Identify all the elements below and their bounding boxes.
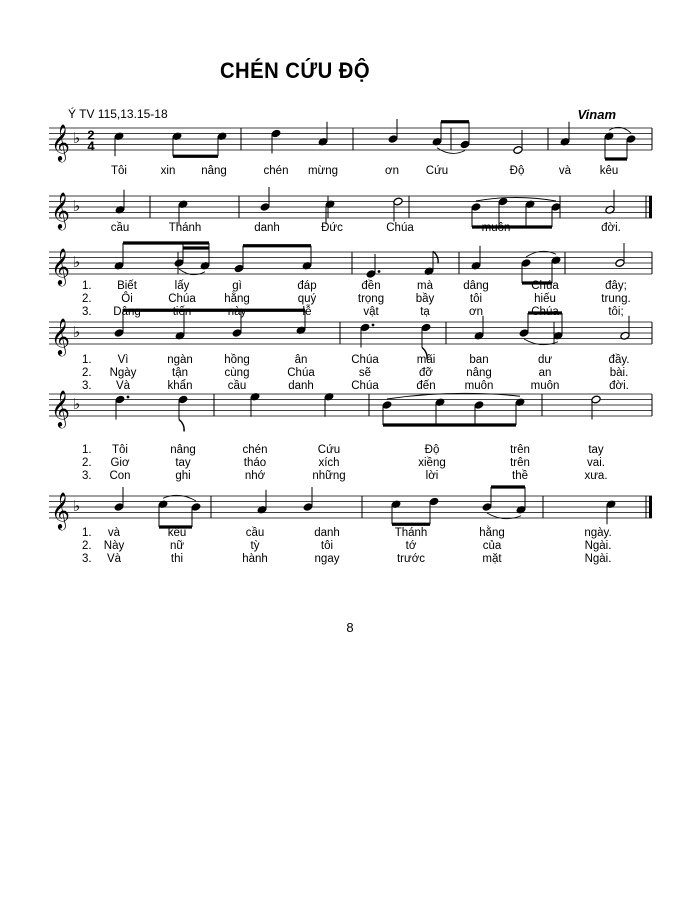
lyric-syllable: tớ <box>405 540 417 552</box>
lyric-syllable: đời. <box>601 222 621 234</box>
song-title: CHÉN CỨU ĐỘ <box>219 58 371 83</box>
lyric-syllable: Ngài. <box>584 540 612 552</box>
lyric-syllable: này <box>227 306 247 318</box>
lyric-syllable: danh <box>288 380 314 392</box>
lyric-syllable: tiến <box>172 306 192 318</box>
lyric-syllable: Cứu <box>425 165 449 177</box>
verse-number: 3. <box>82 470 92 482</box>
treble-clef-icon: 𝄞 <box>51 191 70 229</box>
lyric-syllable: Độ <box>509 165 525 177</box>
lyric-syllable: Chúa <box>351 354 379 366</box>
note-flag <box>179 420 184 432</box>
lyric-syllable: dâng <box>463 280 489 292</box>
flat-key-signature: ♭ <box>73 323 81 341</box>
lyric-syllable: chén <box>242 444 268 456</box>
lyric-syllable: nâng <box>466 367 492 379</box>
lyric-syllable: trước <box>396 553 426 565</box>
lyric-syllable: nâng <box>170 444 196 456</box>
lyric-syllable: đời. <box>609 380 629 392</box>
lyric-syllable: ngàn <box>167 354 193 366</box>
lyric-syllable: Độ <box>424 444 440 456</box>
lyric-syllable: lấy <box>174 280 190 292</box>
lyric-syllable: kêu <box>599 165 619 177</box>
lyric-syllable: tỳ <box>250 540 260 552</box>
lyric-syllable: ngay <box>314 553 340 565</box>
treble-clef-icon: 𝄞 <box>51 491 70 529</box>
verse-number: 3. <box>82 553 92 565</box>
lyric-syllable: muôn <box>481 222 511 234</box>
lyric-syllable: bài. <box>609 367 629 379</box>
flat-key-signature: ♭ <box>73 395 81 413</box>
lyric-syllable: và <box>107 527 121 539</box>
scripture-reference: Ý TV 115,13.15-18 <box>68 107 168 121</box>
lyric-syllable: Cứu <box>317 444 341 456</box>
lyric-syllable: xích <box>318 457 340 469</box>
lyric-syllable: những <box>312 470 346 482</box>
lyric-syllable: tạ <box>420 306 430 318</box>
lyric-syllable: gì <box>232 280 242 292</box>
lyric-syllable: khẩn <box>167 380 193 392</box>
lyric-syllable: ngày. <box>584 527 612 539</box>
lyric-syllable: Và <box>115 380 131 392</box>
verse-number: 1. <box>82 280 92 292</box>
time-signature-top: 2 <box>87 127 95 143</box>
lyric-syllable: đây; <box>605 280 627 292</box>
lyric-syllable: Biết <box>117 280 137 292</box>
augmentation-dot <box>127 396 130 399</box>
lyric-syllable: ban <box>469 354 489 366</box>
lyric-syllable: tận <box>172 367 188 379</box>
lyric-syllable: cầu <box>245 527 265 539</box>
lyric-syllable: ghi <box>175 470 191 482</box>
lyric-syllable: nhớ <box>244 470 266 482</box>
lyric-syllable: đầy. <box>608 354 630 366</box>
verse-number: 3. <box>82 306 92 318</box>
lyric-syllable: Con <box>109 470 131 482</box>
lyric-syllable: tay <box>588 444 604 456</box>
flat-key-signature: ♭ <box>73 253 81 271</box>
lyric-syllable: danh <box>254 222 280 234</box>
lyric-syllable: tôi <box>469 293 483 305</box>
lyric-syllable: hằng <box>479 527 505 539</box>
verse-number: 3. <box>82 380 92 392</box>
flat-key-signature: ♭ <box>73 197 81 215</box>
lyric-syllable: đỡ <box>419 367 433 379</box>
verse-number: 2. <box>82 293 92 305</box>
lyric-syllable: Và <box>106 553 122 565</box>
lyric-syllable: thề <box>512 470 528 482</box>
lyric-syllable: xiềng <box>418 457 446 469</box>
lyric-syllable: an <box>538 367 552 379</box>
lyric-syllable: nữ <box>169 540 185 552</box>
lyric-syllable: Chúa <box>351 380 379 392</box>
lyric-syllable: danh <box>314 527 340 539</box>
composer-name: Vinam <box>577 107 616 122</box>
verse-number: 1. <box>82 444 92 456</box>
lyric-syllable: kêu <box>167 527 187 539</box>
final-barline <box>649 196 652 218</box>
lyric-syllable: tay <box>175 457 191 469</box>
lyric-syllable: ơn <box>469 306 483 318</box>
lyric-syllable: Ôi <box>121 293 133 305</box>
lyric-syllable: vật <box>363 306 379 318</box>
augmentation-dot <box>378 270 381 273</box>
lyric-syllable: cầu <box>110 222 130 234</box>
lyric-syllable: Giơ <box>110 457 130 469</box>
lyric-syllable: hiếu <box>534 293 556 305</box>
lyric-syllable: Này <box>103 540 125 552</box>
lyric-syllable: xin <box>160 165 176 177</box>
lyric-syllable: đến <box>416 380 436 392</box>
lyric-syllable: trên <box>510 457 530 469</box>
flat-key-signature: ♭ <box>73 497 81 515</box>
page-number: 8 <box>346 620 354 635</box>
lyric-syllable: Chúa <box>386 222 414 234</box>
lyric-syllable: đền <box>361 280 381 292</box>
lyric-syllable: ơn <box>385 165 399 177</box>
lyric-syllable: Chúa <box>168 293 196 305</box>
lyric-syllable: Chúa <box>287 367 315 379</box>
final-barline <box>649 496 652 518</box>
verse-number: 1. <box>82 527 92 539</box>
verse-number: 2. <box>82 540 92 552</box>
lyric-syllable: tháo <box>243 457 267 469</box>
lyric-syllable: Chúa <box>531 280 559 292</box>
treble-clef-icon: 𝄞 <box>51 317 70 355</box>
lyric-syllable: của <box>482 540 502 552</box>
lyric-syllable: nâng <box>201 165 227 177</box>
lyric-syllable: dư <box>537 354 553 366</box>
treble-clef-icon: 𝄞 <box>51 389 70 427</box>
lyric-syllable: hằng <box>224 293 250 305</box>
treble-clef-icon: 𝄞 <box>51 247 70 285</box>
lyric-syllable: cầu <box>227 380 247 392</box>
lyric-syllable: mà <box>417 280 433 292</box>
lyric-syllable: bầy <box>415 293 435 305</box>
augmentation-dot <box>372 324 375 327</box>
lyric-syllable: Tôi <box>111 165 127 177</box>
lyric-syllable: quý <box>297 293 317 305</box>
lyric-syllable: Thánh <box>394 527 428 539</box>
lyric-syllable: muôn <box>530 380 560 392</box>
slur <box>476 198 556 202</box>
lyric-syllable: và <box>558 165 572 177</box>
lyric-syllable: mãi <box>416 354 436 366</box>
lyric-syllable: mặt <box>482 553 502 565</box>
flat-key-signature: ♭ <box>73 129 81 147</box>
lyric-syllable: xưa. <box>584 470 608 482</box>
lyric-syllable: tôi; <box>608 306 624 318</box>
lyric-syllable: ân <box>294 354 308 366</box>
lyric-syllable: Ngày <box>109 367 137 379</box>
lyric-syllable: Thánh <box>168 222 202 234</box>
lyric-syllable: trên <box>510 444 530 456</box>
lyric-syllable: thi <box>170 553 184 565</box>
lyric-syllable: trọng <box>357 293 385 305</box>
verse-number: 1. <box>82 354 92 366</box>
lyric-syllable: Dâng <box>113 306 141 318</box>
lyric-syllable: Ngài. <box>584 553 612 565</box>
lyric-syllable: Vì <box>117 354 129 366</box>
verse-number: 2. <box>82 367 92 379</box>
lyric-syllable: lời <box>425 470 439 482</box>
lyric-syllable: tôi <box>320 540 334 552</box>
lyric-syllable: vai. <box>587 457 605 469</box>
lyric-syllable: chén <box>263 165 289 177</box>
lyric-syllable: hồng <box>224 354 250 366</box>
verse-number: 2. <box>82 457 92 469</box>
lyric-syllable: sẽ <box>358 367 372 379</box>
lyric-syllable: Đức <box>321 222 343 234</box>
lyric-syllable: muôn <box>464 380 494 392</box>
lyric-syllable: mừng <box>307 165 339 177</box>
time-signature-bottom: 4 <box>87 138 95 154</box>
lyric-syllable: đáp <box>297 280 317 292</box>
lyric-syllable: cùng <box>224 367 250 379</box>
lyric-syllable: lễ <box>302 306 312 318</box>
lyric-syllable: trung. <box>601 293 631 305</box>
lyric-syllable: hành <box>242 553 268 565</box>
treble-clef-icon: 𝄞 <box>51 123 70 161</box>
lyric-syllable: Tôi <box>112 444 128 456</box>
lyric-syllable: Chúa <box>531 306 559 318</box>
